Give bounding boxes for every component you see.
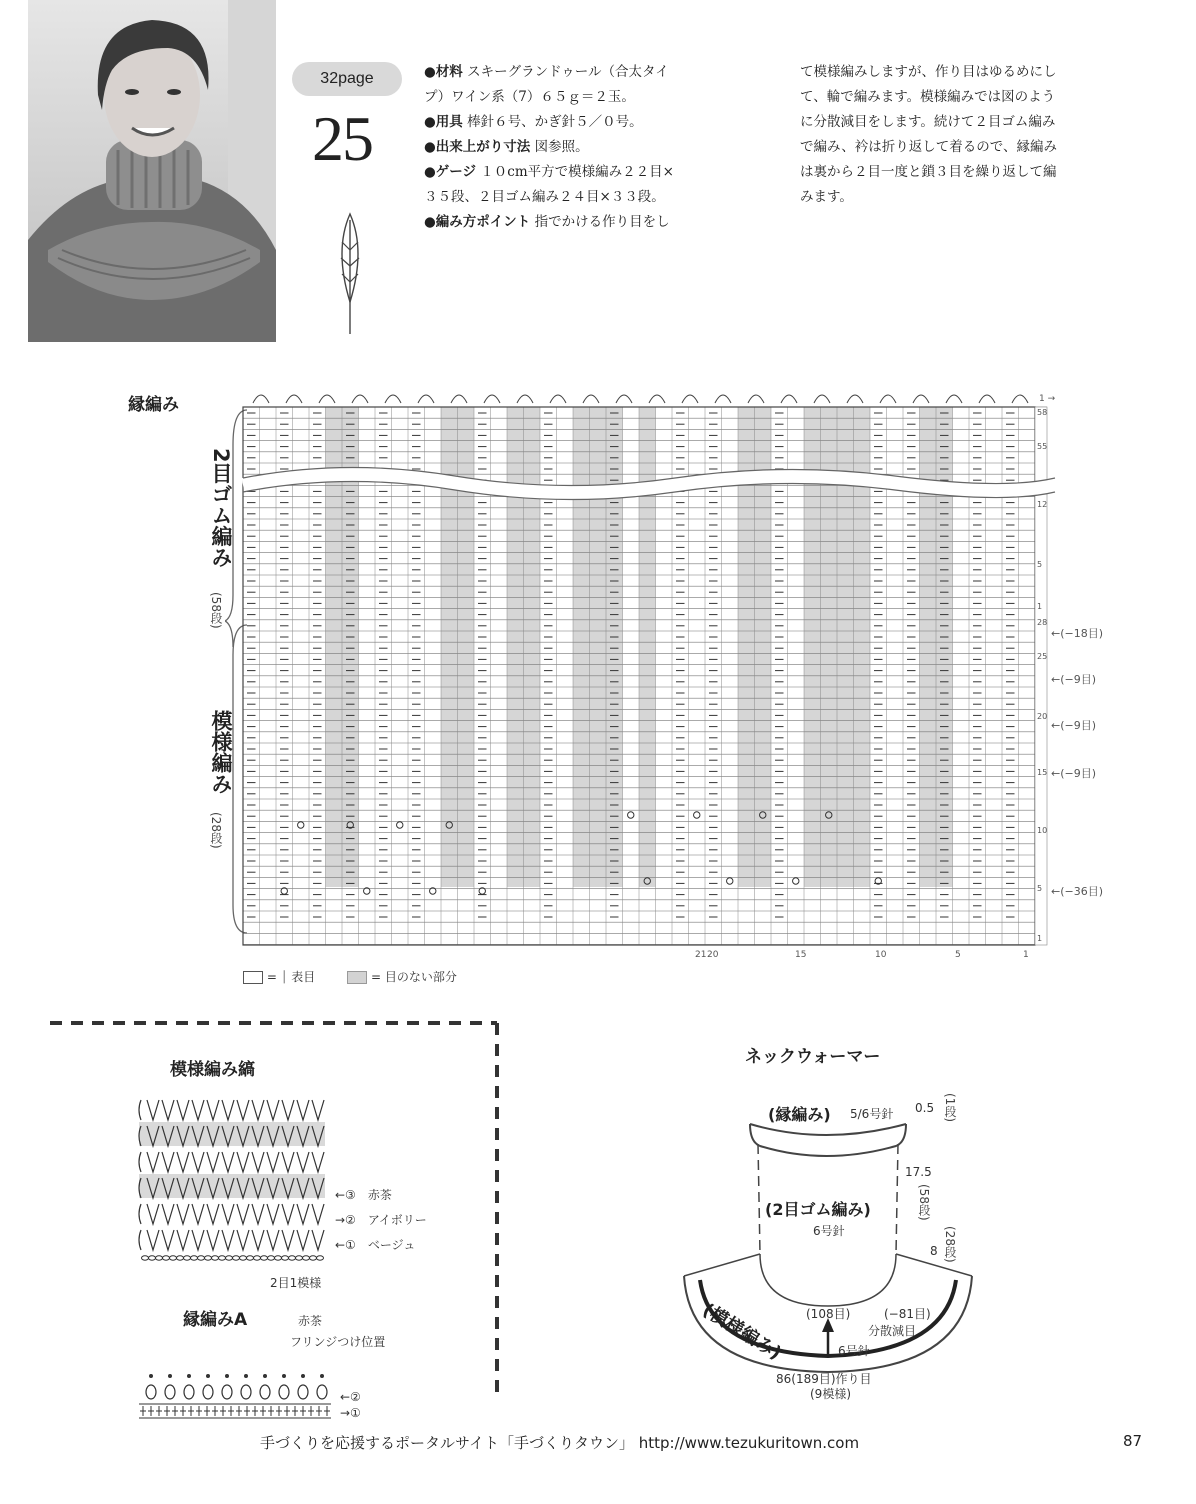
decrease-note: ←(−9目): [1051, 673, 1097, 686]
decrease-note: ←(−18目): [1051, 627, 1104, 640]
col-number: 5: [955, 950, 961, 960]
edge-marker-2: ←②: [340, 1390, 361, 1404]
decrease-note: ←(−36目): [1051, 885, 1104, 898]
spec-line: ３５段、２目ゴム編み２４目×３３段。: [424, 189, 665, 205]
edge-a-title: 縁編みA: [183, 1310, 248, 1330]
row-number: 10: [1037, 826, 1048, 835]
decrease-note: ←(−9目): [1051, 719, 1097, 732]
spec-line: プ）ワイン系（7）６５ｇ＝２玉。: [424, 89, 635, 105]
legend-none: = 目のない部分: [370, 970, 457, 984]
footer-text: 手づくりを応援するポータルサイト「手づくりタウン」: [260, 1434, 634, 1452]
sch-pat-height: 8: [930, 1244, 938, 1258]
stripe-row-2: →② アイボリー: [335, 1213, 427, 1227]
pattern-label: 模様編み: [209, 710, 233, 794]
edge-label: 縁編み: [128, 395, 179, 415]
row-number: 12: [1037, 500, 1048, 509]
rib-label: 2目ゴム編み: [209, 448, 233, 568]
materials-column: [424, 60, 774, 235]
spec-line: ●材料 スキーグランドゥール（合太タイ: [424, 64, 669, 80]
sch-decrease-note: 分散減目: [868, 1324, 917, 1338]
col-number: 15: [795, 950, 807, 960]
row-number: 5: [1037, 560, 1043, 569]
row-number: 55: [1037, 442, 1048, 451]
row-number: 1: [1037, 934, 1043, 943]
sch-edge-needle: 5/6号針: [850, 1107, 894, 1121]
page-ref-badge: 32page: [292, 62, 402, 96]
sch-rib-needle: 6号針: [813, 1224, 845, 1238]
page-number: 87: [1123, 1432, 1143, 1450]
row-number: 28: [1037, 618, 1048, 627]
col-number: 10: [875, 950, 887, 960]
sch-edge-height: 0.5: [915, 1101, 935, 1115]
row-number: 15: [1037, 768, 1048, 777]
sch-decrease: (−81目): [884, 1307, 931, 1321]
edge-a-chart: [135, 1350, 345, 1425]
rib-rows: (58段): [209, 592, 223, 629]
row-number: 1: [1037, 602, 1043, 611]
chart-legend: [243, 968, 457, 985]
legend-knit-swatch: [243, 971, 263, 984]
pattern-number: 25: [312, 103, 372, 174]
row-marker: 1 →: [1039, 394, 1056, 404]
sch-pat-label: (模様編み): [698, 1299, 785, 1365]
leaf-icon: [330, 210, 370, 340]
sch-after-count: (108目): [806, 1307, 851, 1321]
col-number: 20: [707, 950, 719, 960]
spec-line: ●用具 棒針６号、かぎ針５／０号。: [424, 114, 643, 130]
instructions-column: て模様編みしますが、作り目はゆるめにし て、輪で編みます。模様編みでは図のよう に分散減目をします。続けて２目ゴム編み で編み、衿は折り返して着るので、縁編み は裏から２目一度と鎖３目を繰り返して編 みます。: [800, 64, 1058, 205]
sch-rib-label: (2目ゴム編み): [765, 1200, 871, 1219]
sch-cast-on: 86(189目)作り目: [776, 1372, 872, 1386]
footer: [260, 1432, 859, 1453]
knitting-chart: [225, 385, 1125, 965]
decrease-note: ←(−9目): [1051, 767, 1097, 780]
edge-a-color: 赤茶: [298, 1314, 323, 1328]
row-number: 20: [1037, 712, 1048, 721]
rib-brace: [225, 410, 247, 647]
col-number: 1: [1023, 950, 1029, 960]
stripe-row-3: ←③ 赤茶: [335, 1188, 392, 1202]
col-number: 21: [695, 950, 707, 960]
legend-knit: = ⏐ 表目: [266, 970, 316, 984]
sch-rib-rows: (58段): [917, 1184, 931, 1221]
sch-rib-height: 17.5: [905, 1165, 932, 1179]
legend-none-swatch: [347, 971, 367, 984]
row-number: 25: [1037, 652, 1048, 661]
schematic-title: ネックウォーマー: [745, 1047, 881, 1067]
col-numbers: [695, 950, 1029, 960]
stripe-row-1: ←① ベージュ: [335, 1238, 416, 1252]
row-number: 58: [1037, 408, 1048, 417]
stripe-repeat: 2目1模様: [270, 1276, 322, 1290]
pattern-rows: (28段): [209, 812, 223, 849]
footer-url[interactable]: http://www.tezukuritown.com: [638, 1434, 860, 1452]
spec-line: ●出来上がり寸法 図参照。: [424, 139, 589, 155]
stripe-chart: [133, 1092, 333, 1272]
model-photo: [28, 0, 276, 342]
spec-line: ●ゲージ １０cm平方で模様編み２２目×: [424, 164, 674, 180]
fringe-note: フリンジつけ位置: [290, 1335, 386, 1349]
sch-edge-rows: (1段): [943, 1093, 957, 1122]
sch-pat-rows: (28段): [943, 1226, 957, 1263]
edge-marker-1: →①: [340, 1406, 361, 1420]
decrease-notes: [1051, 627, 1103, 898]
sch-edge-label: (縁編み): [768, 1105, 831, 1124]
stripe-title: 模様編み縞: [170, 1060, 255, 1080]
pattern-brace: [233, 625, 247, 933]
row-number: 5: [1037, 884, 1043, 893]
sch-pat-needle: 6号針: [838, 1344, 870, 1358]
spec-line: ●編み方ポイント 指でかける作り目をし: [424, 214, 670, 230]
sch-repeats: (9模様): [810, 1387, 851, 1401]
